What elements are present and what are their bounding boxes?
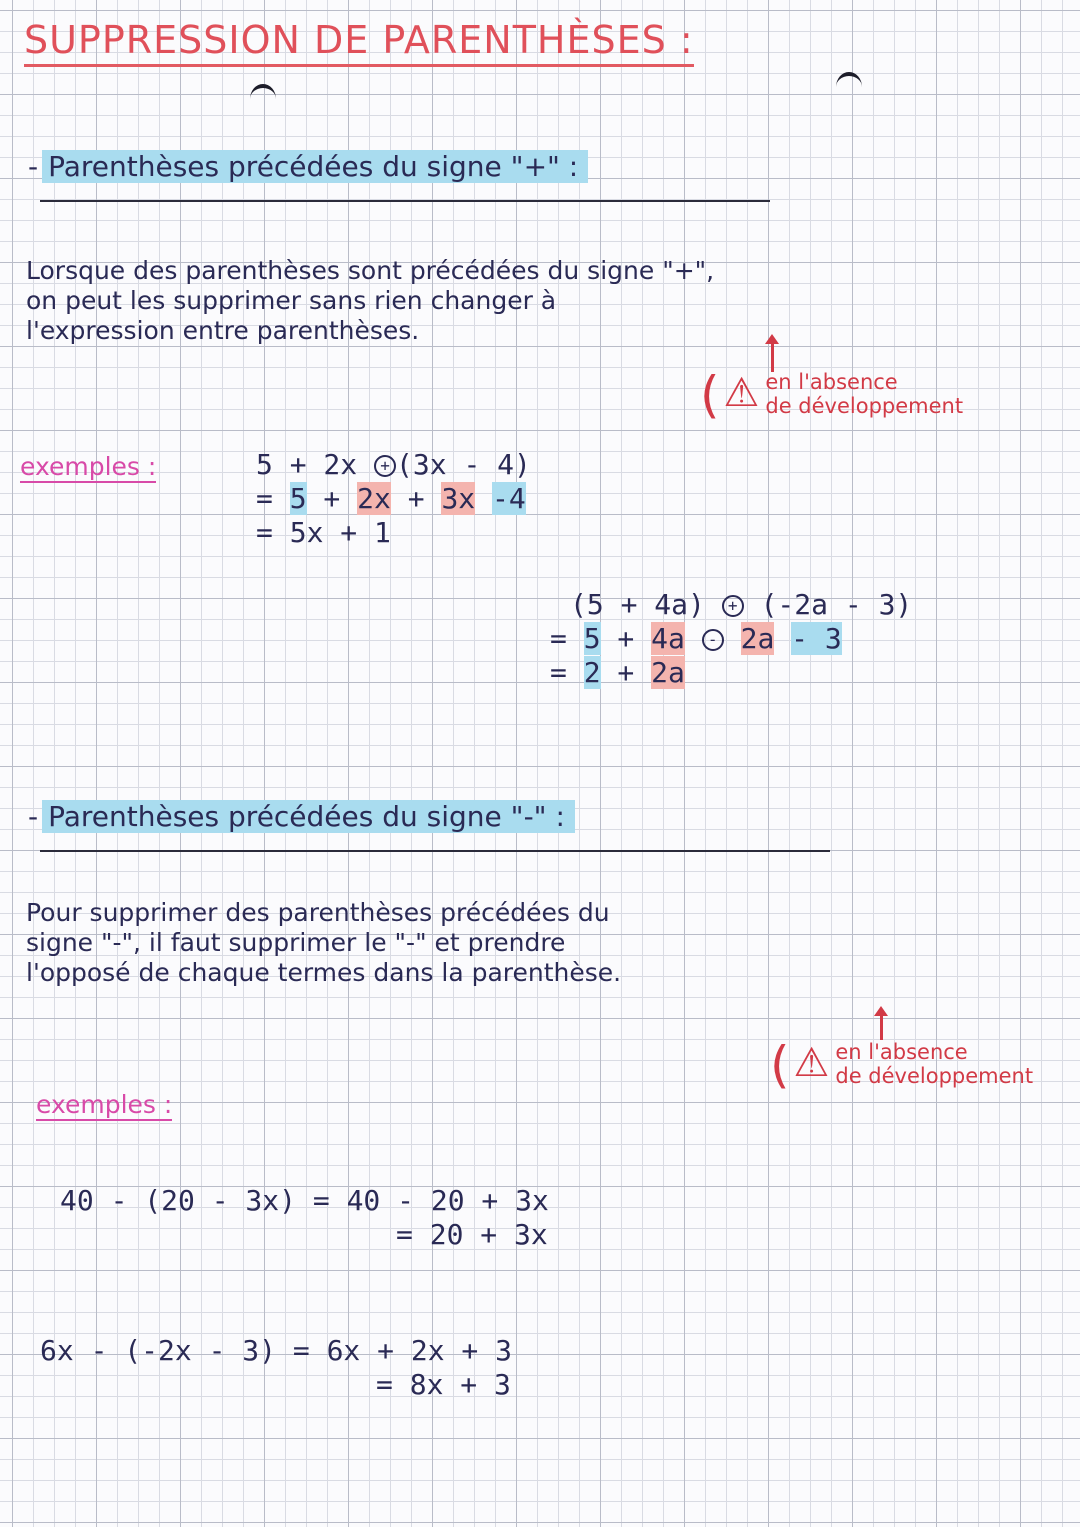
arrow-icon bbox=[771, 342, 774, 372]
math-line: = 20 + 3x bbox=[396, 1218, 548, 1251]
page-title: SUPPRESSION DE PARENTHÈSES : bbox=[24, 18, 694, 67]
section-underline bbox=[40, 850, 830, 852]
warning-triangle-icon: ⚠ bbox=[793, 1040, 830, 1086]
section-heading-plus: - Parenthèses précédées du signe "+" : bbox=[28, 150, 588, 183]
example-plus-1 bbox=[256, 448, 531, 550]
rule-line: l'opposé de chaque termes dans la parenthèse. bbox=[26, 958, 622, 987]
example-plus-2 bbox=[550, 588, 912, 690]
examples-label-plus: exemples : bbox=[20, 452, 157, 481]
rule-line: on peut les supprimer sans rien changer à bbox=[26, 286, 557, 315]
example-minus-2 bbox=[40, 1334, 512, 1402]
math-line: (5 + 4a) + (-2a - 3) bbox=[570, 588, 913, 621]
circled-operator: - bbox=[702, 629, 724, 651]
math-line: = 8x + 3 bbox=[376, 1368, 511, 1401]
warning-line: en l'absence bbox=[835, 1040, 968, 1064]
section-heading-minus-text: Parenthèses précédées du signe "-" : bbox=[42, 800, 575, 833]
warning-line: de développement bbox=[765, 394, 964, 418]
section-heading-plus-text: Parenthèses précédées du signe "+" : bbox=[42, 150, 588, 183]
examples-label-minus: exemples : bbox=[36, 1090, 173, 1119]
section-heading-minus: - Parenthèses précédées du signe "-" : bbox=[28, 800, 575, 833]
warning-note-minus: ( ⚠ en l'absence de développement bbox=[770, 1036, 1034, 1094]
arrow-icon bbox=[880, 1014, 883, 1040]
rule-line: signe "-", il faut supprimer le "-" et prendre bbox=[26, 928, 566, 957]
rule-minus bbox=[26, 898, 621, 988]
section-underline bbox=[40, 200, 770, 202]
circled-operator: + bbox=[722, 595, 744, 617]
binder-hole-mark bbox=[836, 72, 862, 102]
rule-plus bbox=[26, 256, 714, 346]
rule-line: Lorsque des parenthèses sont précédées du signe "+", bbox=[26, 256, 715, 285]
math-line: = 5x + 1 bbox=[256, 516, 391, 549]
math-line: = 5 + 4a - 2a - 3 bbox=[550, 622, 842, 655]
math-line: = 5 + 2x + 3x -4 bbox=[256, 482, 526, 515]
example-minus-1 bbox=[60, 1184, 549, 1252]
math-line: 5 + 2x + (3x - 4) bbox=[256, 448, 531, 481]
warning-note-plus: ( ⚠ en l'absence de développement bbox=[700, 366, 964, 424]
rule-line: Pour supprimer des parenthèses précédées du bbox=[26, 898, 610, 927]
warning-line: en l'absence bbox=[765, 370, 898, 394]
warning-line: de développement bbox=[835, 1064, 1034, 1088]
circled-operator: + bbox=[374, 455, 396, 477]
math-line: 40 - (20 - 3x) = 40 - 20 + 3x bbox=[60, 1184, 549, 1217]
math-line: 6x - (-2x - 3) = 6x + 2x + 3 bbox=[40, 1334, 513, 1367]
math-line: = 2 + 2a bbox=[550, 656, 685, 689]
binder-hole-mark bbox=[250, 84, 276, 114]
rule-line: l'expression entre parenthèses. bbox=[26, 316, 420, 345]
warning-triangle-icon: ⚠ bbox=[723, 370, 760, 416]
